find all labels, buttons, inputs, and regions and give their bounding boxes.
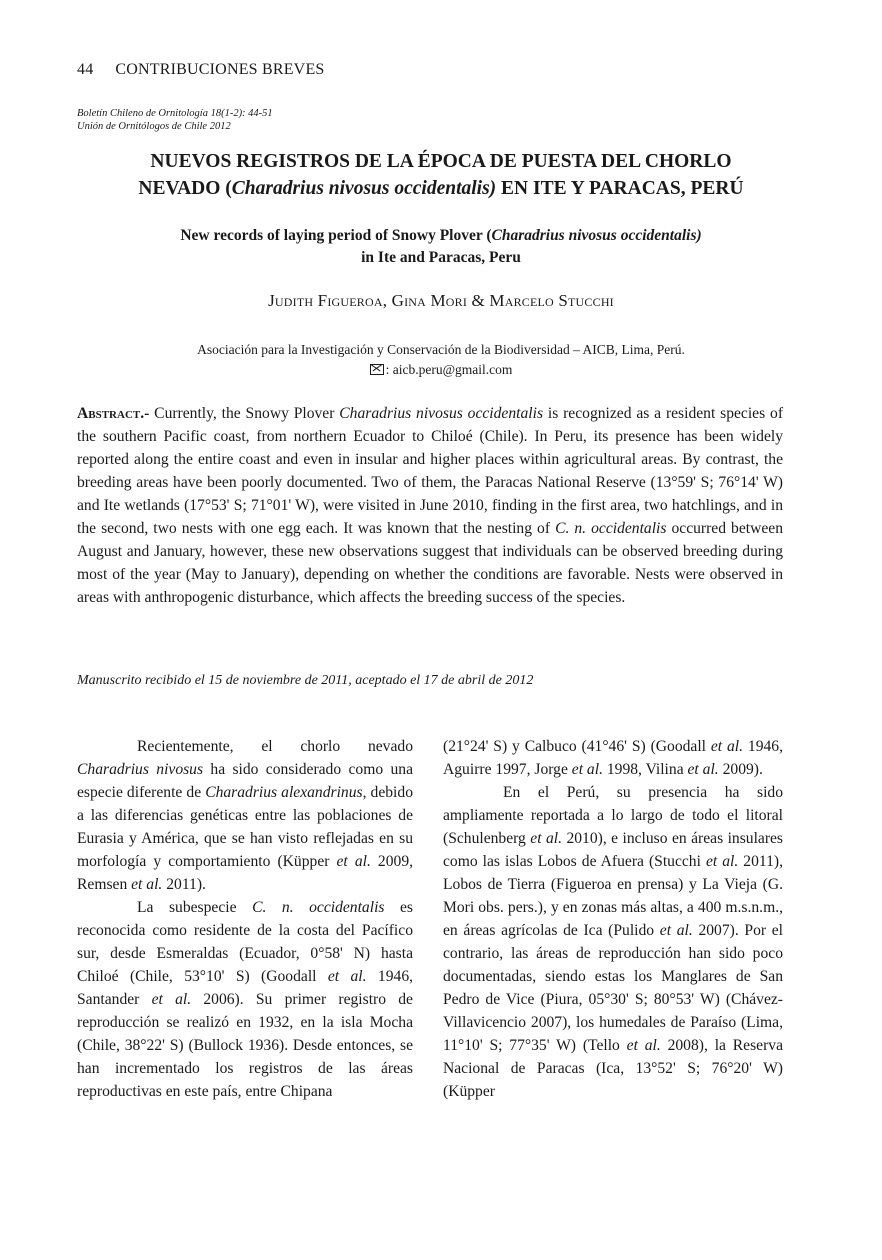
- body-column-left: [77, 735, 413, 1103]
- text: 2006). Su primer registro de reproducción se realizó en 1932, en la isla Mocha (Chile, 38°22' S) (Bullock 1936). Desde entonces, se han incrementado los registros de las áreas reproductivas en este país, entre Chipana: [77, 991, 413, 1100]
- english-title-part-1: New records of laying period of Snowy Plover (: [180, 227, 492, 244]
- abstract-text-1: Currently, the Snowy Plover: [149, 405, 340, 422]
- et-al: et al.: [530, 830, 563, 847]
- text: ha sido considerado como una especie diferente de: [77, 761, 413, 801]
- et-al: et al.: [571, 761, 603, 778]
- et-al: et al.: [710, 738, 744, 755]
- paragraph: [77, 735, 413, 896]
- english-title: [60, 225, 822, 269]
- journal-line-2: Unión de Ornitólogos de Chile 2012: [77, 121, 231, 132]
- text: 2011), Lobos de Tierra (Figueroa en prensa) y La Vieja (G. Mori obs. pers.), y en zonas más altas, a 400 m.s.n.m., en áreas agrícolas de Ica (Pulido: [443, 853, 783, 939]
- title-species: Charadrius nivosus occidentalis): [231, 178, 497, 199]
- envelope-icon: [370, 364, 384, 375]
- abstract-species-1: Charadrius nivosus occidentalis: [339, 405, 544, 422]
- et-al: et al.: [151, 991, 192, 1008]
- text: 2008), la Reserva Nacional de Paracas (Ica, 13°52' S; 76°20' W) (Küpper: [443, 1037, 783, 1100]
- text: 2009).: [718, 761, 763, 778]
- english-title-part-2: in Ite and Paracas, Peru: [361, 249, 521, 266]
- paragraph: [443, 781, 783, 1103]
- text: es reconocida como residente de la costa del Pacífico sur, desde Esmeraldas (Ecuador, 0°58' N) hasta Chiloé (Chile, 53°10' S) (Goodall: [77, 899, 413, 985]
- affiliation: [60, 340, 822, 380]
- body-column-right: [443, 735, 783, 1103]
- et-al: et al.: [687, 761, 719, 778]
- abstract-label: Abstract.-: [77, 405, 150, 422]
- affiliation-institution: Asociación para la Investigación y Conservación de la Biodiversidad – AICB, Lima, Perú.: [197, 342, 685, 357]
- species-name: Charadrius alexandrinus: [205, 784, 363, 801]
- et-al: et al.: [327, 968, 367, 985]
- email-address: : aicb.peru@gmail.com: [385, 362, 513, 377]
- text: 2011).: [162, 876, 206, 893]
- et-al: et al.: [705, 853, 739, 870]
- text: 1946, Aguirre 1997, Jorge: [443, 738, 783, 778]
- paragraph: [443, 735, 783, 781]
- et-al: et al.: [626, 1037, 661, 1054]
- text: 2010), e incluso en áreas insulares como las islas Lobos de Afuera (Stucchi: [443, 830, 784, 870]
- et-al: et al.: [659, 922, 693, 939]
- running-head: [77, 61, 325, 79]
- text: 1946, Santander: [77, 968, 414, 1008]
- authors: Judith Figueroa, Gina Mori & Marcelo Stucchi: [268, 291, 614, 310]
- paragraph: [77, 896, 413, 1103]
- text: En el Perú, su presencia ha sido ampliamente reportada a lo largo de todo el litoral (Schulenberg: [443, 784, 783, 847]
- title-part-2: NEVADO (: [138, 178, 232, 199]
- text: Recientemente, el chorlo nevado: [137, 738, 413, 755]
- journal-citation: [77, 107, 273, 133]
- text: , debido a las diferencias genéticas entre las poblaciones de Eurasia y América, que se han visto reflejadas en su morfología y comportamiento (Küpper: [77, 784, 413, 870]
- text: 2007). Por el contrario, las áreas de reproducción han sido poco documentadas, siendo estas los Manglares de San Pedro de Vice (Piura, 05°30' S; 80°53' W) (Chávez-Villavicencio 2007), los humedales de Paraíso (Lima, 11°10' S; 77°35' W) (Tello: [443, 922, 784, 1054]
- text: (21°24' S) y Calbuco (41°46' S) (Goodall: [443, 738, 711, 755]
- manuscript-dates: Manuscrito recibido el 15 de noviembre de 2011, aceptado el 17 de abril de 2012: [77, 673, 534, 688]
- text: La subespecie: [137, 899, 253, 916]
- species-name: C. n. occidentalis: [252, 899, 385, 916]
- english-title-species: Charadrius nivosus occidentalis): [491, 227, 702, 244]
- abstract-species-2: C. n. occidentalis: [555, 520, 667, 537]
- title-part-1: NUEVOS REGISTROS DE LA ÉPOCA DE PUESTA DEL CHORLO: [150, 151, 732, 172]
- text: 2009, Remsen: [77, 853, 414, 893]
- title-part-3: EN ITE Y PARACAS, PERÚ: [496, 178, 744, 199]
- species-name: Charadrius nivosus: [77, 761, 204, 778]
- et-al: et al.: [336, 853, 371, 870]
- abstract-text-3: occurred between August and January, however, these new observations suggest that individuals can be observed breeding during most of the year (May to January), depending on whether the conditions are favorable. Nests were observed in areas with anthropogenic disturbance, which affects the breeding success of the species.: [77, 520, 783, 606]
- journal-line-1: Boletín Chileno de Ornitología 18(1-2): 44-51: [77, 108, 273, 119]
- section-name: CONTRIBUCIONES BREVES: [115, 61, 325, 78]
- article-title: [60, 148, 822, 202]
- abstract-text-2: is recognized as a resident species of the southern Pacific coast, from northern Ecuador to Chiloé (Chile). In Peru, its presence has been widely reported along the entire coast and even in insular and higher places within agricultural areas. By contrast, the breeding areas have been poorly documented. Two of them, the Paracas National Reserve (13°59' S; 76°14' W) and Ite wetlands (17°53' S; 71°01' W), were visited in June 2010, finding in the first area, two hatchlings, and in the second, two nests with one egg each. It was known that the nesting of: [77, 405, 784, 537]
- affiliation-email-line: [60, 360, 822, 380]
- text: 1998, Vilina: [602, 761, 688, 778]
- et-al: et al.: [131, 876, 163, 893]
- page-number: 44: [77, 61, 94, 78]
- abstract: [77, 402, 783, 609]
